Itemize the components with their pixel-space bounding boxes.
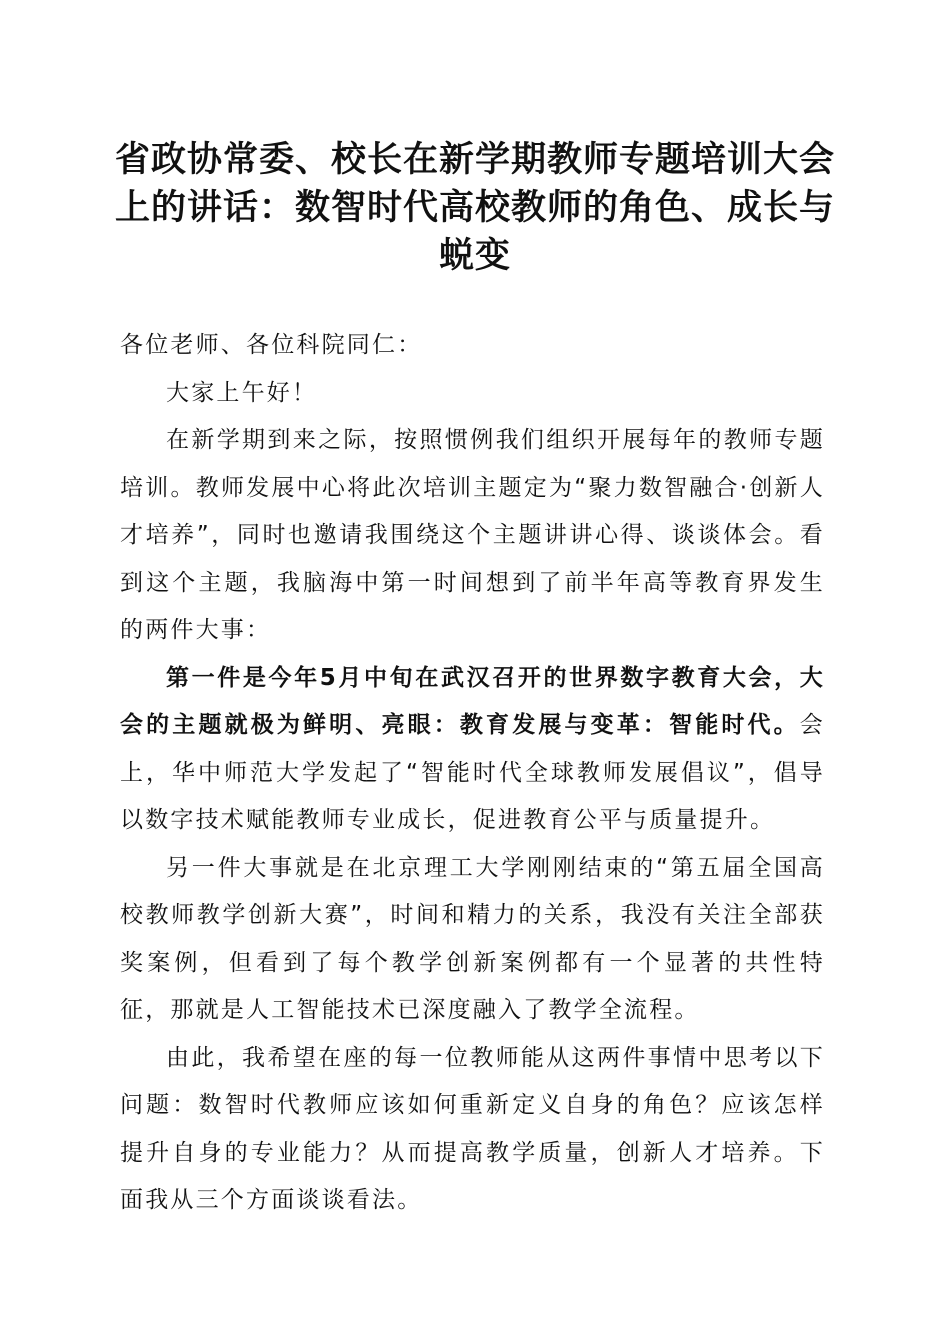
paragraph-questions: 由此，我希望在座的每一位教师能从这两件事情中思考以下问题：数智时代教师应该如何重新定义自身的角色？应该怎样提升自身的专业能力？从而提高教学质量，创新人才培养。下面我从三个方面谈谈看法。 bbox=[120, 1044, 825, 1213]
paragraph-second-event: 另一件大事就是在北京理工大学刚刚结束的“第五届全国高校教师教学创新大赛”，时间和精力的关系，我没有关注全部获奖案例，但看到了每个教学创新案例都有一个显著的共性特征，那就是人工智能技术已深度融入了教学全流程。 bbox=[120, 854, 825, 1023]
document-title: 省政协常委、校长在新学期教师专题培训大会上的讲话：数智时代高校教师的角色、成长与蜕变 bbox=[114, 139, 835, 276]
greeting: 大家上午好！ bbox=[166, 379, 318, 406]
salutation: 各位老师、各位科院同仁： bbox=[120, 332, 423, 358]
first-event-detail: 会上，华中师范大学发起了“智能时代全球教师发展倡议”，倡导以数字技术赋能教师专业成长，促进教育公平与质量提升。 bbox=[120, 712, 825, 833]
paragraph-intro: 在新学期到来之际，按照惯例我们组织开展每年的教师专题培训。教师发展中心将此次培训主题定为“聚力数智融合·创新人才培养”，同时也邀请我围绕这个主题讲讲心得、谈谈体会。看到这个主题，我脑海中第一时间想到了前半年高等教育界发生的两件大事： bbox=[120, 427, 825, 643]
first-event-bold-lead: 第一件是今年5月中旬在武汉召开的世界数字教育大会，大会的主题就极为鲜明、亮眼：教育发展与变革：智能时代。 bbox=[120, 664, 825, 738]
paragraph-first-event bbox=[120, 655, 825, 845]
document-body bbox=[120, 322, 825, 1225]
